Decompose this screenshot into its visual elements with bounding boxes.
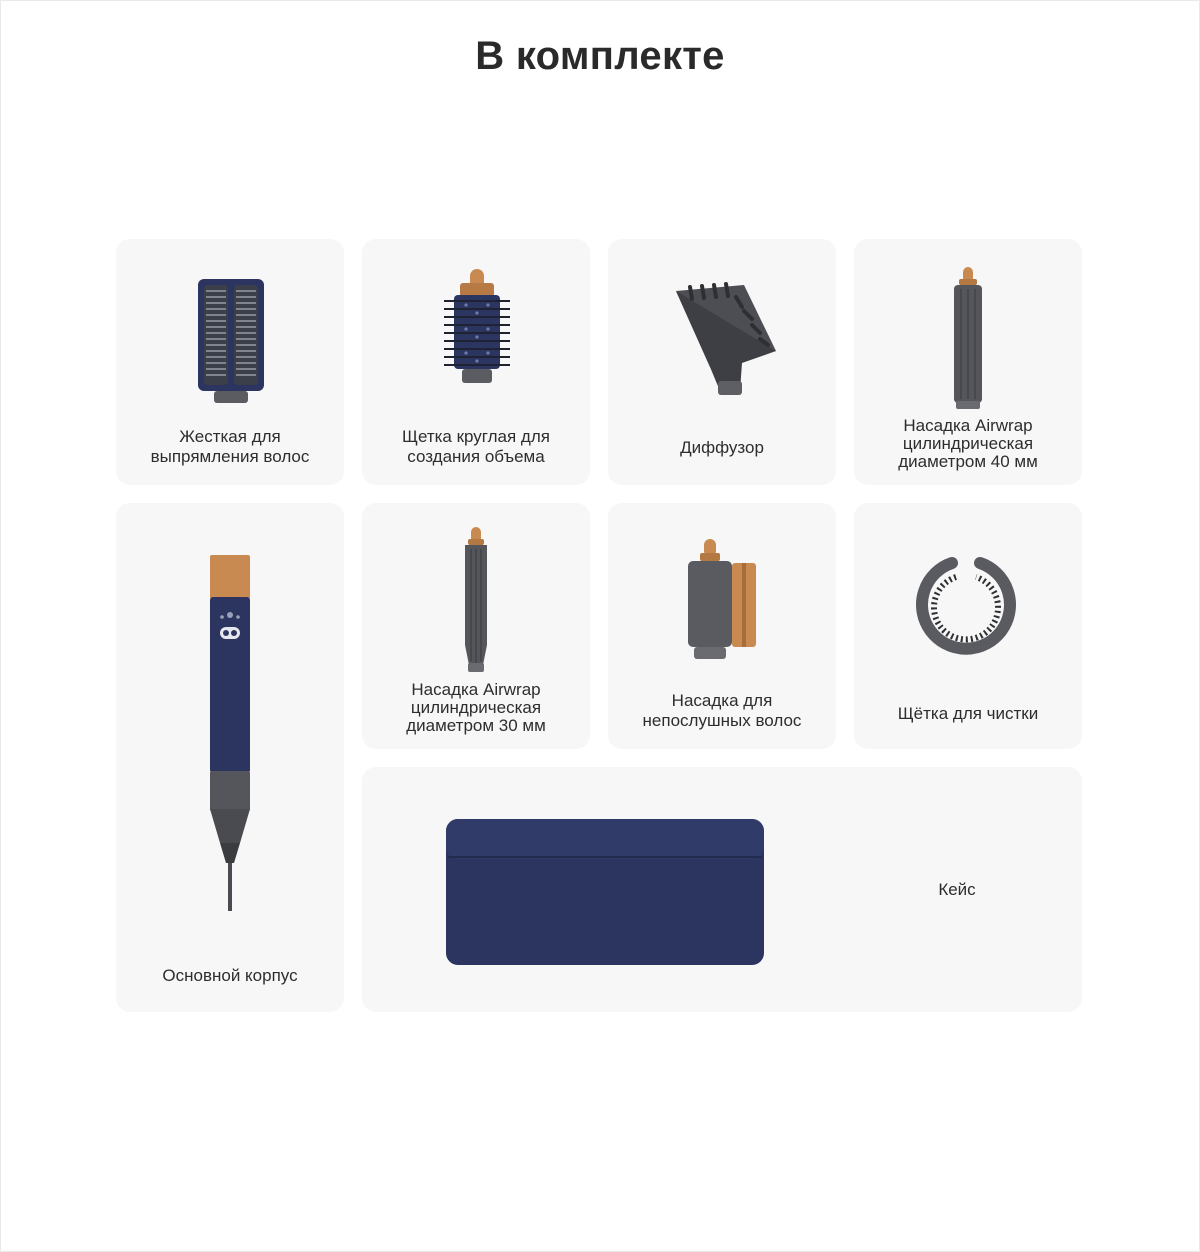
item-label: Жесткая для выпрямления волос bbox=[150, 427, 310, 466]
coanda-smoothing-dryer-icon bbox=[684, 537, 760, 661]
diffuser-icon bbox=[670, 281, 780, 401]
item-card-case bbox=[362, 767, 1082, 1012]
page-title: В комплекте bbox=[475, 34, 725, 78]
straightener-brush-icon bbox=[196, 277, 266, 405]
item-label: Щётка для чистки bbox=[897, 704, 1039, 723]
item-label: Основной корпус bbox=[162, 966, 298, 985]
item-label: Насадка Airwrap цилиндрическая диаметром 30 мм bbox=[406, 680, 546, 735]
item-label: Диффузор bbox=[680, 438, 764, 457]
barrel-30mm-icon bbox=[462, 525, 490, 675]
item-label: Насадка Airwrap цилиндрическая диаметром 40 мм bbox=[898, 416, 1038, 471]
main-body-icon bbox=[208, 553, 252, 913]
item-label: Насадка для непослушных волос bbox=[642, 691, 802, 730]
cleaning-brush-icon bbox=[910, 555, 1020, 655]
item-card-round-brush bbox=[362, 239, 590, 485]
storage-case-icon bbox=[444, 817, 766, 969]
item-card-smoothing-dryer bbox=[608, 503, 836, 749]
item-card-barrel-30 bbox=[362, 503, 590, 749]
round-volumizing-brush-icon bbox=[442, 267, 512, 399]
item-card-straightener bbox=[116, 239, 344, 485]
item-label: Щетка круглая для создания объема bbox=[402, 427, 550, 466]
item-label: Кейс bbox=[938, 880, 976, 899]
item-card-cleaning-brush bbox=[854, 503, 1082, 749]
barrel-40mm-icon bbox=[952, 265, 984, 411]
item-card-main-body bbox=[116, 503, 344, 1012]
item-card-barrel-40 bbox=[854, 239, 1082, 485]
item-card-diffuser bbox=[608, 239, 836, 485]
